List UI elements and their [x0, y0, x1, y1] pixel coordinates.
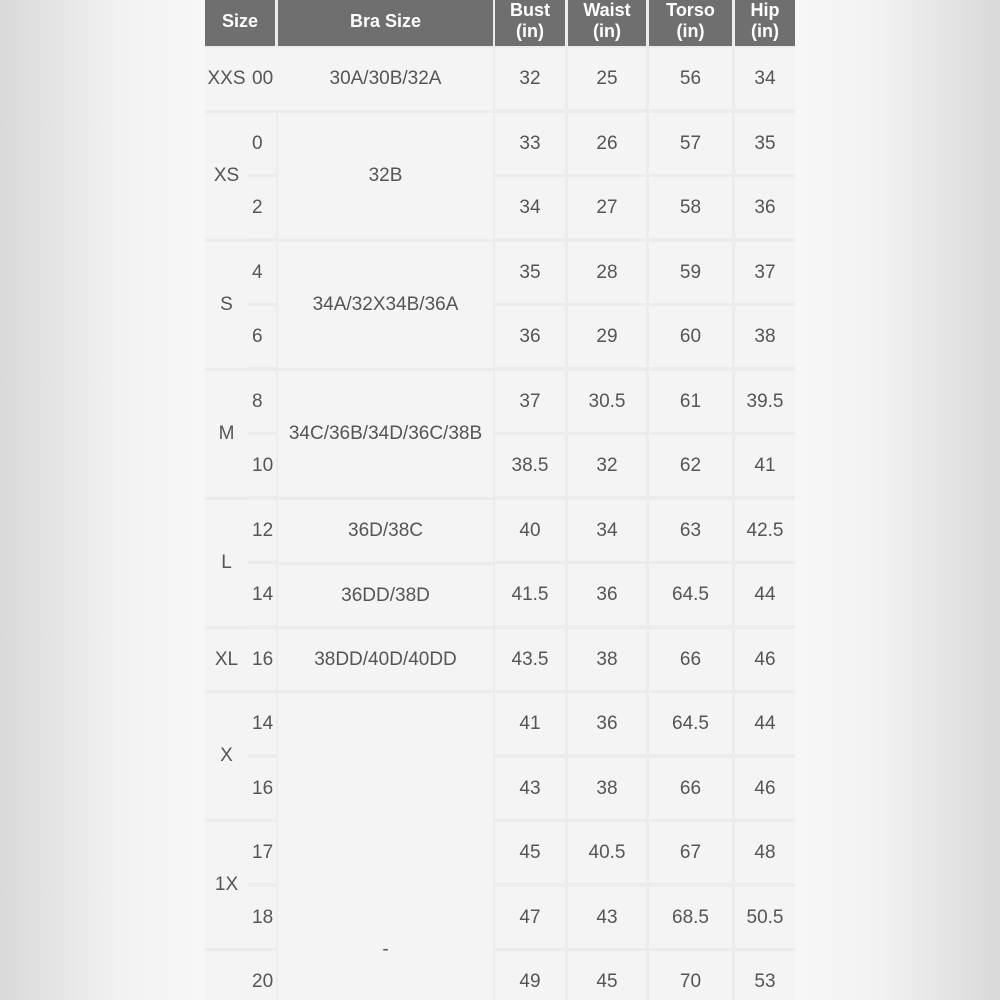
row-7-num: 12 [248, 500, 276, 561]
row-8-num: 14 [248, 564, 276, 625]
row-3-torso: 59 [649, 242, 732, 303]
row-10-num: 14 [248, 693, 276, 754]
row-5-torso: 61 [649, 371, 732, 432]
row-12-bust: 45 [495, 822, 565, 883]
header-waist-unit: (in) [593, 21, 621, 41]
row-1-num: 0 [248, 113, 276, 174]
bra-size: 38DD/40D/40DD [278, 629, 493, 690]
size-label: X [205, 693, 248, 819]
row-13-waist: 43 [568, 887, 646, 948]
row-8-hip: 44 [735, 564, 795, 625]
header-size [205, 0, 275, 46]
row-14-waist: 45 [568, 951, 646, 1000]
header-bust [495, 0, 565, 46]
size-label: 1X [205, 822, 248, 948]
row-7-hip: 42.5 [735, 500, 795, 561]
header-torso [649, 0, 732, 46]
row-2-num: 2 [248, 177, 276, 238]
row-13-num: 18 [248, 887, 276, 948]
size-label-empty [205, 951, 248, 1000]
row-3-waist: 28 [568, 242, 646, 303]
size-label: XS [205, 113, 248, 239]
row-3-bust: 35 [495, 242, 565, 303]
header-size-label: Size [221, 10, 259, 31]
header-bra-size [278, 0, 493, 46]
row-11-hip: 46 [735, 758, 795, 819]
row-0-bust: 32 [495, 48, 565, 109]
row-14-torso: 70 [649, 951, 732, 1000]
bra-size: 36DD/38D [278, 565, 493, 626]
row-6-torso: 62 [649, 435, 732, 496]
row-9-torso: 66 [649, 629, 732, 690]
row-9-hip: 46 [735, 629, 795, 690]
row-11-num: 16 [248, 758, 276, 819]
row-1-torso: 57 [649, 113, 732, 174]
row-5-waist: 30.5 [568, 371, 646, 432]
row-14-bust: 49 [495, 951, 565, 1000]
row-8-bust: 41.5 [495, 564, 565, 625]
row-4-torso: 60 [649, 306, 732, 367]
row-14-num: 20 [248, 951, 276, 1000]
row-2-hip: 36 [735, 177, 795, 238]
header-waist [568, 0, 646, 46]
header-bust-label: Bust [510, 0, 550, 20]
row-4-num: 6 [248, 306, 276, 367]
row-6-num: 10 [248, 435, 276, 496]
row-9-num: 16 [248, 629, 276, 690]
row-6-bust: 38.5 [495, 435, 565, 496]
row-1-waist: 26 [568, 113, 646, 174]
row-10-waist: 36 [568, 693, 646, 754]
row-11-bust: 43 [495, 758, 565, 819]
row-0-num: 00 [248, 48, 276, 109]
bra-size: 32B [278, 113, 493, 239]
row-9-bust: 43.5 [495, 629, 565, 690]
row-7-waist: 34 [568, 500, 646, 561]
row-1-hip: 35 [735, 113, 795, 174]
size-label: XL [205, 629, 248, 690]
row-7-bust: 40 [495, 500, 565, 561]
row-9-waist: 38 [568, 629, 646, 690]
row-4-hip: 38 [735, 306, 795, 367]
row-0-waist: 25 [568, 48, 646, 109]
bra-size-dash: - [382, 939, 389, 960]
row-2-bust: 34 [495, 177, 565, 238]
row-0-hip: 34 [735, 48, 795, 109]
row-5-num: 8 [248, 371, 276, 432]
row-4-waist: 29 [568, 306, 646, 367]
row-11-waist: 38 [568, 758, 646, 819]
row-10-bust: 41 [495, 693, 565, 754]
row-8-torso: 64.5 [649, 564, 732, 625]
row-2-torso: 58 [649, 177, 732, 238]
row-13-bust: 47 [495, 887, 565, 948]
row-1-bust: 33 [495, 113, 565, 174]
row-12-torso: 67 [649, 822, 732, 883]
header-waist-label: Waist [583, 0, 631, 20]
row-6-waist: 32 [568, 435, 646, 496]
header-bra-label: Bra Size [349, 10, 422, 31]
bra-size: 30A/30B/32A [329, 68, 442, 89]
header-bust-unit: (in) [516, 21, 544, 41]
bra-size: 36D/38C [278, 500, 493, 562]
row-12-num: 17 [248, 822, 276, 883]
row-5-hip: 39.5 [735, 371, 795, 432]
row-3-hip: 37 [735, 242, 795, 303]
row-6-hip: 41 [735, 435, 795, 496]
row-14-hip: 53 [735, 951, 795, 1000]
row-10-torso: 64.5 [649, 693, 732, 754]
row-7-torso: 63 [649, 500, 732, 561]
row-3-num: 4 [248, 242, 276, 303]
header-hip [735, 0, 795, 46]
bra-size: 34A/32X34B/36A [278, 242, 493, 368]
row-10-hip: 44 [735, 693, 795, 754]
row-12-waist: 40.5 [568, 822, 646, 883]
header-torso-unit: (in) [676, 21, 705, 41]
size-label: S [205, 242, 248, 368]
row-5-bust: 37 [495, 371, 565, 432]
row-11-torso: 66 [649, 758, 732, 819]
size-chart-table [205, 0, 795, 1000]
bra-size: 34C/36B/34D/36C/38B [278, 371, 493, 497]
size-label: M [205, 371, 248, 497]
row-8-waist: 36 [568, 564, 646, 625]
size-label: XXS [207, 68, 246, 89]
row-12-hip: 48 [735, 822, 795, 883]
row-0-torso: 56 [649, 48, 732, 109]
header-hip-unit: (in) [751, 21, 779, 41]
row-4-bust: 36 [495, 306, 565, 367]
row-2-waist: 27 [568, 177, 646, 238]
size-label: L [205, 500, 248, 626]
row-13-torso: 68.5 [649, 887, 732, 948]
header-torso-label: Torso [666, 0, 715, 20]
row-13-hip: 50.5 [735, 887, 795, 948]
header-hip-label: Hip [750, 0, 780, 20]
